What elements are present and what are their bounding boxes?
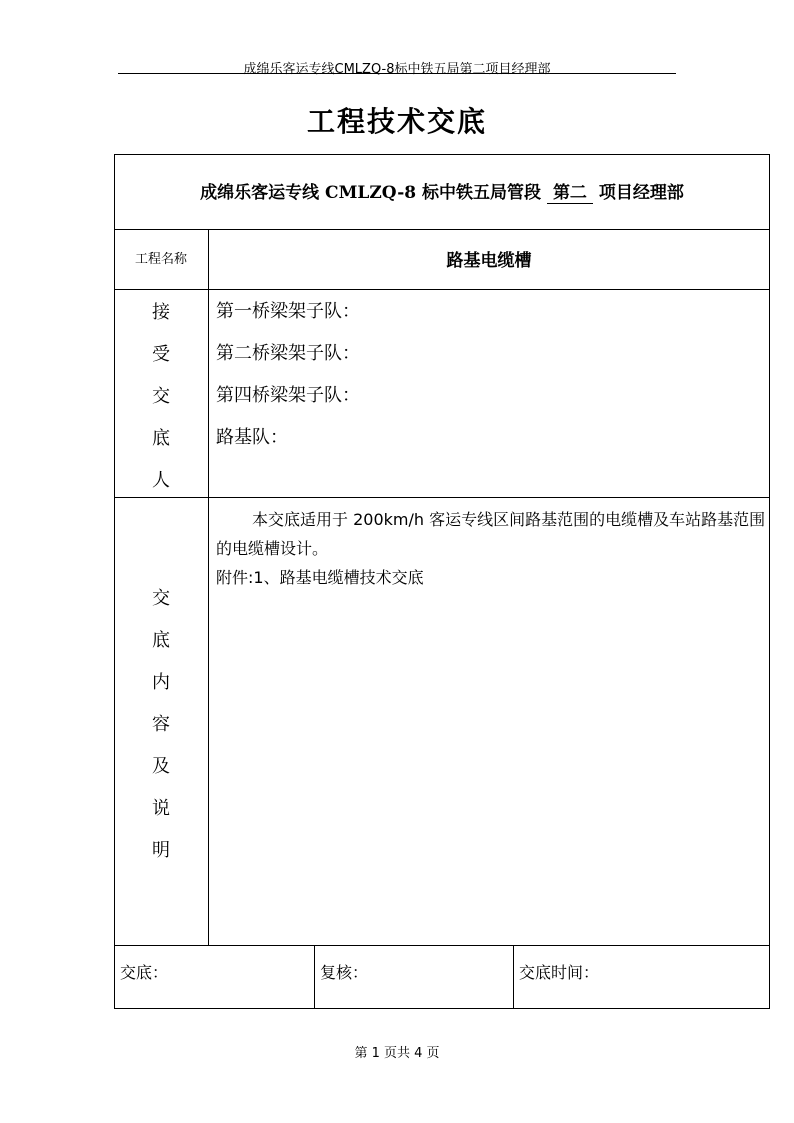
content-label-char: 容 xyxy=(152,714,170,735)
org-line-suffix: 项目经理部 xyxy=(598,183,684,203)
recipient-item: 路基队： xyxy=(216,427,288,448)
column-divider-label xyxy=(208,229,209,945)
content-paragraph: 本交底适用于 200km/h 客运专线区间路基范围的电缆槽及车站路基范围的电缆槽设计。 xyxy=(216,510,766,558)
recipients-label-char: 交 xyxy=(152,386,170,407)
recipient-item: 第四桥梁架子队： xyxy=(216,385,360,406)
content-label-char: 底 xyxy=(152,630,170,651)
header-rule xyxy=(118,73,676,74)
signature-time: 交底时间： xyxy=(519,963,600,982)
recipients-label-char: 底 xyxy=(152,428,170,449)
content-attachment: 附件:1、路基电缆槽技术交底 xyxy=(216,568,424,587)
content-label-char: 内 xyxy=(152,672,170,693)
recipients-label-char: 接 xyxy=(152,302,170,323)
content-label xyxy=(114,578,208,872)
running-header: 成绵乐客运专线CMLZQ-8标中铁五局第二项目经理部 xyxy=(243,62,551,77)
row-divider-content xyxy=(114,945,770,946)
column-divider-sig-1 xyxy=(314,945,315,1009)
org-line-underlined: 第二 xyxy=(547,178,593,204)
content-label-char: 及 xyxy=(152,756,170,777)
recipients-label xyxy=(114,292,208,502)
project-label: 工程名称 xyxy=(134,252,187,267)
signature-issuer: 交底： xyxy=(120,963,169,982)
recipients-list xyxy=(216,296,360,464)
document-title: 工程技术交底 xyxy=(306,105,487,138)
recipients-label-char: 受 xyxy=(152,344,170,365)
row-divider-recipients xyxy=(114,497,770,498)
column-divider-sig-2 xyxy=(513,945,514,1009)
org-line xyxy=(114,178,770,204)
signature-reviewer: 复核： xyxy=(320,963,369,982)
recipients-label-char: 人 xyxy=(152,470,170,491)
project-name: 路基电缆槽 xyxy=(446,251,532,271)
page-footer: 第 1 页共 4 页 xyxy=(354,1046,440,1061)
content-label-char: 明 xyxy=(152,840,170,861)
row-divider-org xyxy=(114,229,770,230)
org-line-prefix: 成绵乐客运专线 CMLZQ-8 标中铁五局管段 xyxy=(200,183,542,203)
recipient-item: 第二桥梁架子队： xyxy=(216,343,360,364)
content-label-char: 交 xyxy=(152,588,170,609)
content-label-char: 说 xyxy=(152,798,170,819)
content-body xyxy=(216,505,766,592)
recipient-item: 第一桥梁架子队： xyxy=(216,301,360,322)
row-divider-project xyxy=(114,289,770,290)
